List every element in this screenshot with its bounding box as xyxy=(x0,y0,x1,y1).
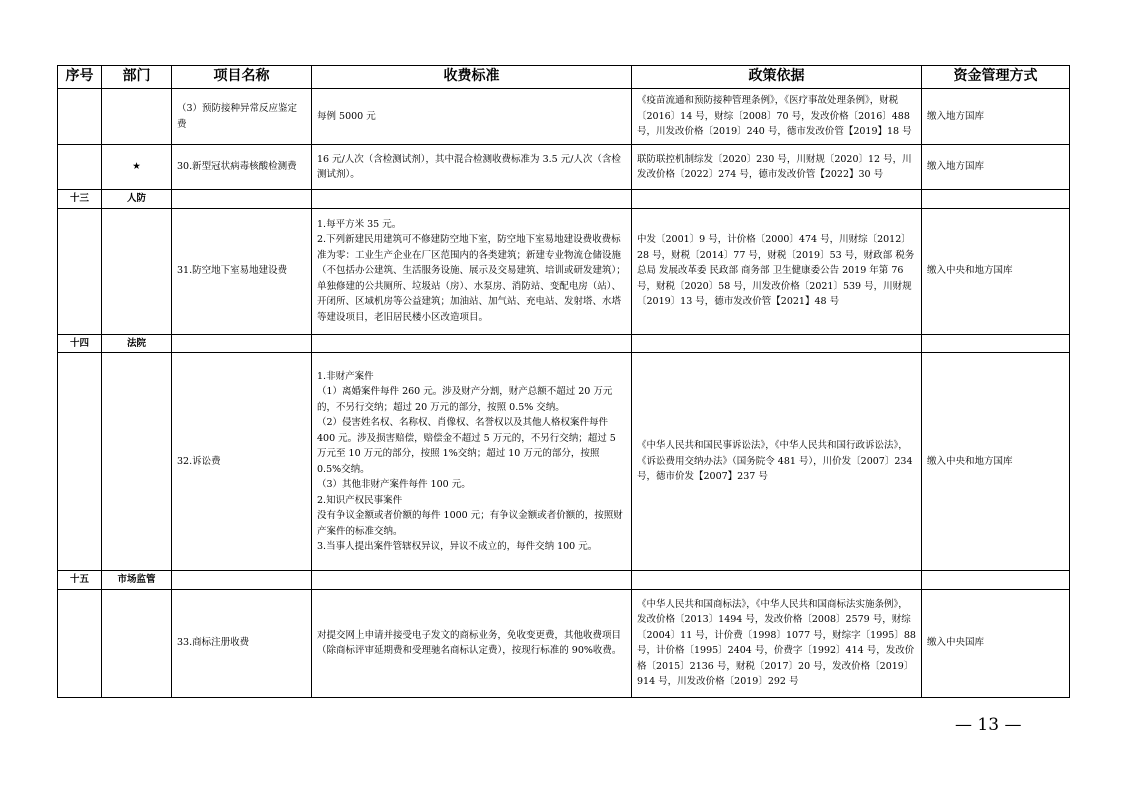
header-name: 项目名称 xyxy=(172,66,312,89)
cell-standard xyxy=(312,208,632,334)
standard-line: （3）其他非财产案件每件 100 元。 xyxy=(317,479,471,490)
cell-seq xyxy=(58,208,102,334)
star-icon: ★ xyxy=(102,145,172,190)
section-seq: 十五 xyxy=(58,571,102,590)
cell-name: 31.防空地下室易地建设费 xyxy=(172,208,312,334)
cell-standard: 每例 5000 元 xyxy=(312,89,632,145)
cell-basis: 《中华人民共和国民事诉讼法》，《中华人民共和国行政诉讼法》，《诉讼费用交纳办法》（国务院令 481 号），川价发〔2007〕234 号，德市价发【2007】237 号 xyxy=(632,353,922,571)
section-row xyxy=(58,571,1070,590)
table-row xyxy=(58,208,1070,334)
fee-table xyxy=(57,65,1070,698)
cell-basis: 联防联控机制综发〔2020〕230 号，川财规〔2020〕12 号，川发改价格〔2022〕274 号，德市发改价管【2022】30 号 xyxy=(632,145,922,190)
standard-line: （2）侵害姓名权、名称权、肖像权、名誉权以及其他人格权案件每件 400 元。涉及损害赔偿，赔偿金不超过 5 万元的，不另行交纳；超过 5 万元至 10 万元的部分，按照 1%交纳；超过 10 万元的部分，按照 0.5%交纳。 xyxy=(317,417,616,475)
standard-line: （1）离婚案件每件 260 元。涉及财产分割，财产总额不超过 20 万元的，不另行交纳；超过 20 万元的部分，按照 0.5% 交纳。 xyxy=(317,386,613,413)
cell-basis: 《中华人民共和国商标法》，《中华人民共和国商标法实施条例》，发改价格〔2013〕1494 号，发改价格〔2008〕2579 号，财综〔2004〕11 号，计价费〔1998〕1077 号，财综字〔1995〕88 号，计价格〔1995〕2404 号，价费字〔1992〕414 号，发改价格〔2015〕2136 号，财税〔2017〕20 号，发改价格〔2019〕914 号，川发改价格〔2019〕292 号 xyxy=(632,589,922,697)
standard-line: 2.下列新建民用建筑可不修建防空地下室，防空地下室易地建设费收费标准为零：工业生产企业在厂区范围内的各类建筑；新建专业物流仓储设施（不包括办公建筑、生活服务设施、展示及交易建筑、培训或研发建筑）；单独修建的公共厕所、垃圾站（房）、水泵房、消防站、变配电房（站）、开闭所、区域机房等公益建筑；加油站、加气站、充电站、发射塔、水塔等建设项目，老旧居民楼小区改造项目。 xyxy=(317,234,626,323)
cell-mgmt: 缴入地方国库 xyxy=(922,89,1070,145)
section-row xyxy=(58,190,1070,209)
header-seq: 序号 xyxy=(58,66,102,89)
header-dept: 部门 xyxy=(102,66,172,89)
cell-mgmt: 缴入中央和地方国库 xyxy=(922,353,1070,571)
section-seq: 十三 xyxy=(58,190,102,209)
cell-standard: 对提交网上申请并接受电子发文的商标业务，免收变更费，其他收费项目（除商标评审延期费和受理驰名商标认定费），按现行标准的 90%收费。 xyxy=(312,589,632,697)
table-row xyxy=(58,353,1070,571)
cell-dept xyxy=(102,208,172,334)
cell-mgmt: 缴入中央国库 xyxy=(922,589,1070,697)
cell-name: 33.商标注册收费 xyxy=(172,589,312,697)
standard-line: 1.每平方米 35 元。 xyxy=(317,218,402,230)
table-row xyxy=(58,145,1070,190)
header-mgmt: 资金管理方式 xyxy=(922,66,1070,89)
cell-name: 32.诉讼费 xyxy=(172,353,312,571)
cell-basis: 中发〔2001〕9 号，计价格〔2000〕474 号，川财综〔2012〕28 号，财税〔2014〕77 号，财税〔2019〕53 号，财政部 税务总局 发展改革委 民政部 商务部 卫生健康委公告 2019 年第 76 号，财税〔2020〕58 号，川发改价格〔2021〕539 号，川财规〔2019〕13 号，德市发改价管【2021】48 号 xyxy=(632,208,922,334)
section-seq: 十四 xyxy=(58,334,102,353)
cell-name: 30.新型冠状病毒核酸检测费 xyxy=(172,145,312,190)
page-number: — 13 — xyxy=(955,715,1022,735)
cell-seq xyxy=(58,589,102,697)
section-dept: 人防 xyxy=(102,190,172,209)
cell-dept xyxy=(102,353,172,571)
header-basis: 政策依据 xyxy=(632,66,922,89)
standard-line: 1.非财产案件 xyxy=(317,370,374,382)
table-row xyxy=(58,589,1070,697)
cell-dept xyxy=(102,589,172,697)
section-row xyxy=(58,334,1070,353)
cell-mgmt: 缴入地方国库 xyxy=(922,145,1070,190)
cell-seq xyxy=(58,89,102,145)
header-standard: 收费标准 xyxy=(312,66,632,89)
header-row xyxy=(58,66,1070,89)
cell-seq xyxy=(58,353,102,571)
standard-line: 3.当事人提出案件管辖权异议，异议不成立的，每件交纳 100 元。 xyxy=(317,541,598,552)
standard-line: 没有争议金额或者价额的每件 1000 元；有争议金额或者价额的，按照财产案件的标准交纳。 xyxy=(317,510,623,537)
table-row xyxy=(58,89,1070,145)
cell-basis: 《疫苗流通和预防接种管理条例》，《医疗事故处理条例》，财税〔2016〕14 号，财综〔2008〕70 号，发改价格〔2016〕488 号，川发改价格〔2019〕240 号，德市发改价管【2019】18 号 xyxy=(632,89,922,145)
cell-standard xyxy=(312,353,632,571)
section-dept: 市场监管 xyxy=(102,571,172,590)
standard-line: 2.知识产权民事案件 xyxy=(317,494,403,506)
section-dept: 法院 xyxy=(102,334,172,353)
cell-name: （3）预防接种异常反应鉴定费 xyxy=(172,89,312,145)
cell-seq xyxy=(58,145,102,190)
cell-mgmt: 缴入中央和地方国库 xyxy=(922,208,1070,334)
cell-standard: 16 元/人次（含检测试剂），其中混合检测收费标准为 3.5 元/人次（含检测试剂）。 xyxy=(312,145,632,190)
cell-dept xyxy=(102,89,172,145)
